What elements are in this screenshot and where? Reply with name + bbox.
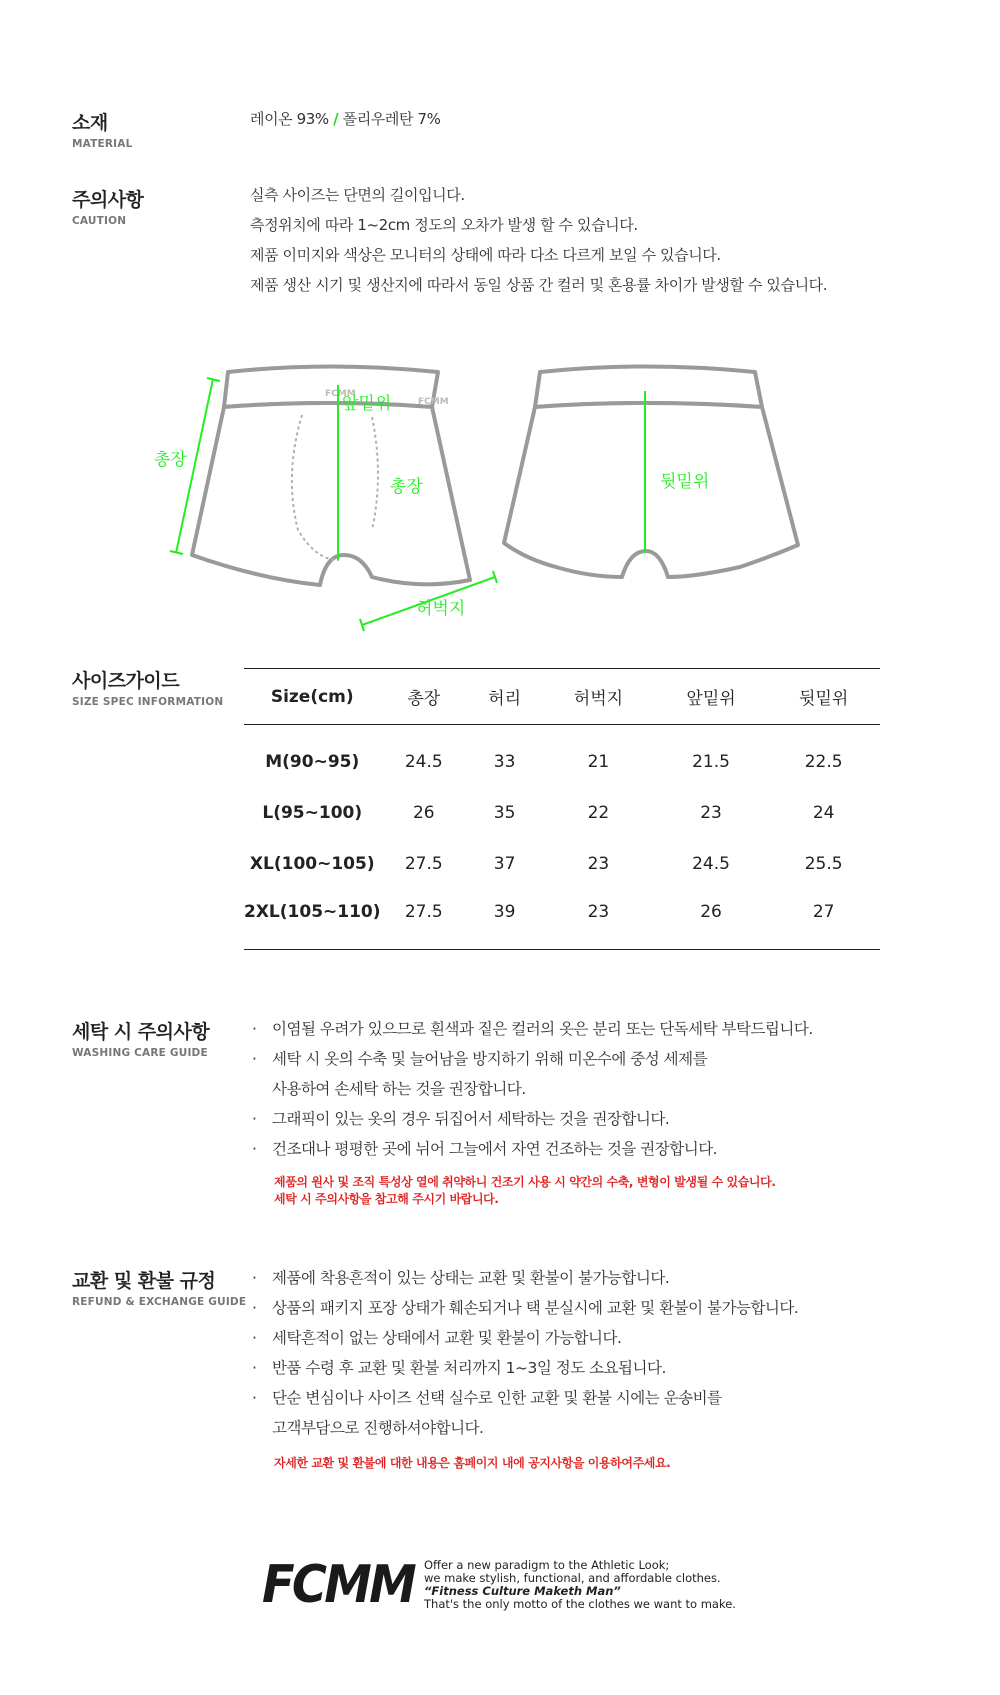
- size-guide-section-title: [72, 666, 223, 708]
- caution-line: 실측 사이즈는 단면의 길이입니다.: [250, 186, 465, 204]
- bullet-dot: ·: [252, 1269, 257, 1287]
- cell: 22: [587, 803, 610, 823]
- table-row: [244, 788, 880, 839]
- table-row: [244, 890, 880, 950]
- cell: 21: [587, 752, 610, 772]
- caution-line: 측정위치에 따라 1~2cm 정도의 오차가 발생 할 수 있습니다.: [250, 216, 638, 234]
- bullet-dot: ·: [252, 1140, 257, 1158]
- refund-section-title: [72, 1266, 246, 1308]
- back-shorts-illustration: [504, 367, 798, 578]
- header-total-length: 총장: [381, 669, 468, 725]
- cell-size: M(90~95): [265, 752, 360, 772]
- list-item: · 세탁흔적이 없는 상태에서 교환 및 환불이 가능합니다.: [252, 1323, 798, 1353]
- waistband-logo-front-2: FCMM: [418, 397, 449, 407]
- cell: 23: [587, 854, 610, 874]
- list-item-continued: 사용하여 손세탁 하는 것을 권장합니다.: [272, 1080, 526, 1098]
- cell: 22.5: [804, 752, 843, 772]
- cell: 24: [812, 803, 835, 823]
- material-title-ko: 소재: [72, 112, 108, 134]
- cell: 27: [767, 890, 880, 950]
- cell: 37: [493, 854, 516, 874]
- label-total-length-outer: 총장: [154, 450, 187, 470]
- cell: 39: [467, 890, 542, 950]
- label-front-rise: 앞밑위: [342, 394, 392, 414]
- header-waist: 허리: [467, 669, 542, 725]
- material-title-en: MATERIAL: [72, 138, 133, 150]
- refund-title-en: REFUND & EXCHANGE GUIDE: [72, 1296, 247, 1308]
- label-total-length-inner: 총장: [390, 477, 423, 497]
- cell: 21.5: [692, 752, 730, 772]
- bullet-dot: ·: [252, 1359, 257, 1377]
- list-item: · 상품의 패키지 포장 상태가 훼손되거나 택 분실시에 교환 및 환불이 불가능합니다.: [252, 1293, 798, 1323]
- material-separator: /: [333, 110, 339, 128]
- cell: 27.5: [381, 890, 468, 950]
- washing-guide-list: [252, 1014, 813, 1208]
- cell: 25.5: [804, 854, 843, 874]
- bullet-dot: ·: [252, 1020, 257, 1038]
- cell: 27.5: [404, 854, 443, 874]
- cell: 33: [493, 752, 516, 772]
- bullet-dot: ·: [252, 1329, 257, 1347]
- washing-section-title: [72, 1017, 209, 1059]
- bullet-dot: ·: [252, 1110, 257, 1128]
- list-item: · 이염될 우려가 있으므로 흰색과 짙은 컬러의 옷은 분리 또는 단독세탁 부탁드립니다.: [252, 1014, 813, 1044]
- caution-text: [250, 180, 827, 300]
- material-section-title: [72, 108, 133, 150]
- cell: 35: [493, 803, 516, 823]
- cell: 26: [655, 890, 768, 950]
- material-part-polyurethane: 폴리우레탄 7%: [342, 110, 441, 128]
- list-item-continued: 고객부담으로 진행하셔야합니다.: [272, 1419, 484, 1437]
- cell: 23: [542, 890, 655, 950]
- refund-warning-note: 자세한 교환 및 환불에 대한 내용은 홈페이지 내에 공지사항을 이용하여주세요.: [274, 1456, 671, 1470]
- table-row: [244, 737, 880, 788]
- list-item: · 단순 변심이나 사이즈 선택 실수로 인한 교환 및 환불 시에는 운송비를: [252, 1383, 798, 1413]
- list-item: · 세탁 시 옷의 수축 및 늘어남을 방지하기 위해 미온수에 중성 세제를: [252, 1044, 813, 1074]
- washing-warning-note: 제품의 원사 및 조직 특성상 열에 취약하니 건조기 사용 시 약간의 수축, 변형이 발생될 수 있습니다. 세탁 시 주의사항을 참고해 주시기 바랍니다.: [274, 1175, 776, 1206]
- label-back-rise: 뒷밑위: [660, 472, 710, 492]
- list-item: · 그래픽이 있는 옷의 경우 뒤집어서 세탁하는 것을 권장합니다.: [252, 1104, 813, 1134]
- size-spec-table: [244, 668, 880, 950]
- bullet-dot: ·: [252, 1389, 257, 1407]
- caution-title-en: CAUTION: [72, 215, 127, 227]
- list-item: · 제품에 착용흔적이 있는 상태는 교환 및 환불이 불가능합니다.: [252, 1263, 798, 1293]
- table-header-row: [244, 669, 880, 725]
- refund-title-ko: 교환 및 환불 규정: [72, 1270, 216, 1292]
- brand-tagline: Offer a new paradigm to the Athletic Look; we make stylish, functional, and affordable clothes. “Fitness Culture Maketh Man” That's the only motto of the clothes we want to make.: [424, 1558, 736, 1611]
- cell: 24.5: [404, 752, 443, 772]
- cell-size: XL(100~105): [249, 854, 375, 874]
- caution-line: 제품 이미지와 색상은 모니터의 상태에 따라 다소 다르게 보일 수 있습니다.: [250, 246, 721, 264]
- washing-title-ko: 세탁 시 주의사항: [72, 1021, 210, 1043]
- material-part-rayon: 레이온 93%: [250, 110, 329, 128]
- header-size: Size(cm): [244, 669, 381, 725]
- caution-line: 제품 생산 시기 및 생산지에 따라서 동일 상품 간 컬러 및 혼용률 차이가 발생할 수 있습니다.: [250, 276, 828, 294]
- waistband-logo-front: FCMM: [325, 389, 356, 399]
- cell: 23: [700, 803, 722, 823]
- caution-section-title: [72, 185, 143, 227]
- header-thigh: 허벅지: [542, 669, 655, 725]
- size-guide-title-ko: 사이즈가이드: [72, 670, 180, 692]
- cell: 24.5: [692, 854, 730, 874]
- header-back-rise: 뒷밑위: [767, 669, 880, 725]
- list-item: · 반품 수령 후 교환 및 환불 처리까지 1~3일 정도 소요됩니다.: [252, 1353, 798, 1383]
- material-value: [250, 104, 440, 134]
- cell-size: 2XL(105~110): [244, 890, 381, 950]
- washing-title-en: WASHING CARE GUIDE: [72, 1047, 208, 1059]
- cell: 26: [412, 803, 435, 823]
- bullet-dot: ·: [252, 1299, 257, 1317]
- list-item: · 건조대나 평평한 곳에 뉘어 그늘에서 자연 건조하는 것을 권장합니다.: [252, 1134, 813, 1164]
- header-front-rise: 앞밑위: [655, 669, 768, 725]
- cell-size: L(95~100): [262, 803, 363, 823]
- size-guide-title-en: SIZE SPEC INFORMATION: [72, 696, 224, 708]
- caution-title-ko: 주의사항: [72, 189, 144, 211]
- fcmm-logo: FCMM: [262, 1555, 414, 1615]
- label-thigh: 허벅지: [416, 599, 466, 619]
- table-row: [244, 839, 880, 890]
- bullet-dot: ·: [252, 1050, 257, 1068]
- table-spacer: [244, 725, 880, 737]
- refund-guide-list: [252, 1263, 798, 1472]
- size-measurement-diagram: [0, 355, 1000, 635]
